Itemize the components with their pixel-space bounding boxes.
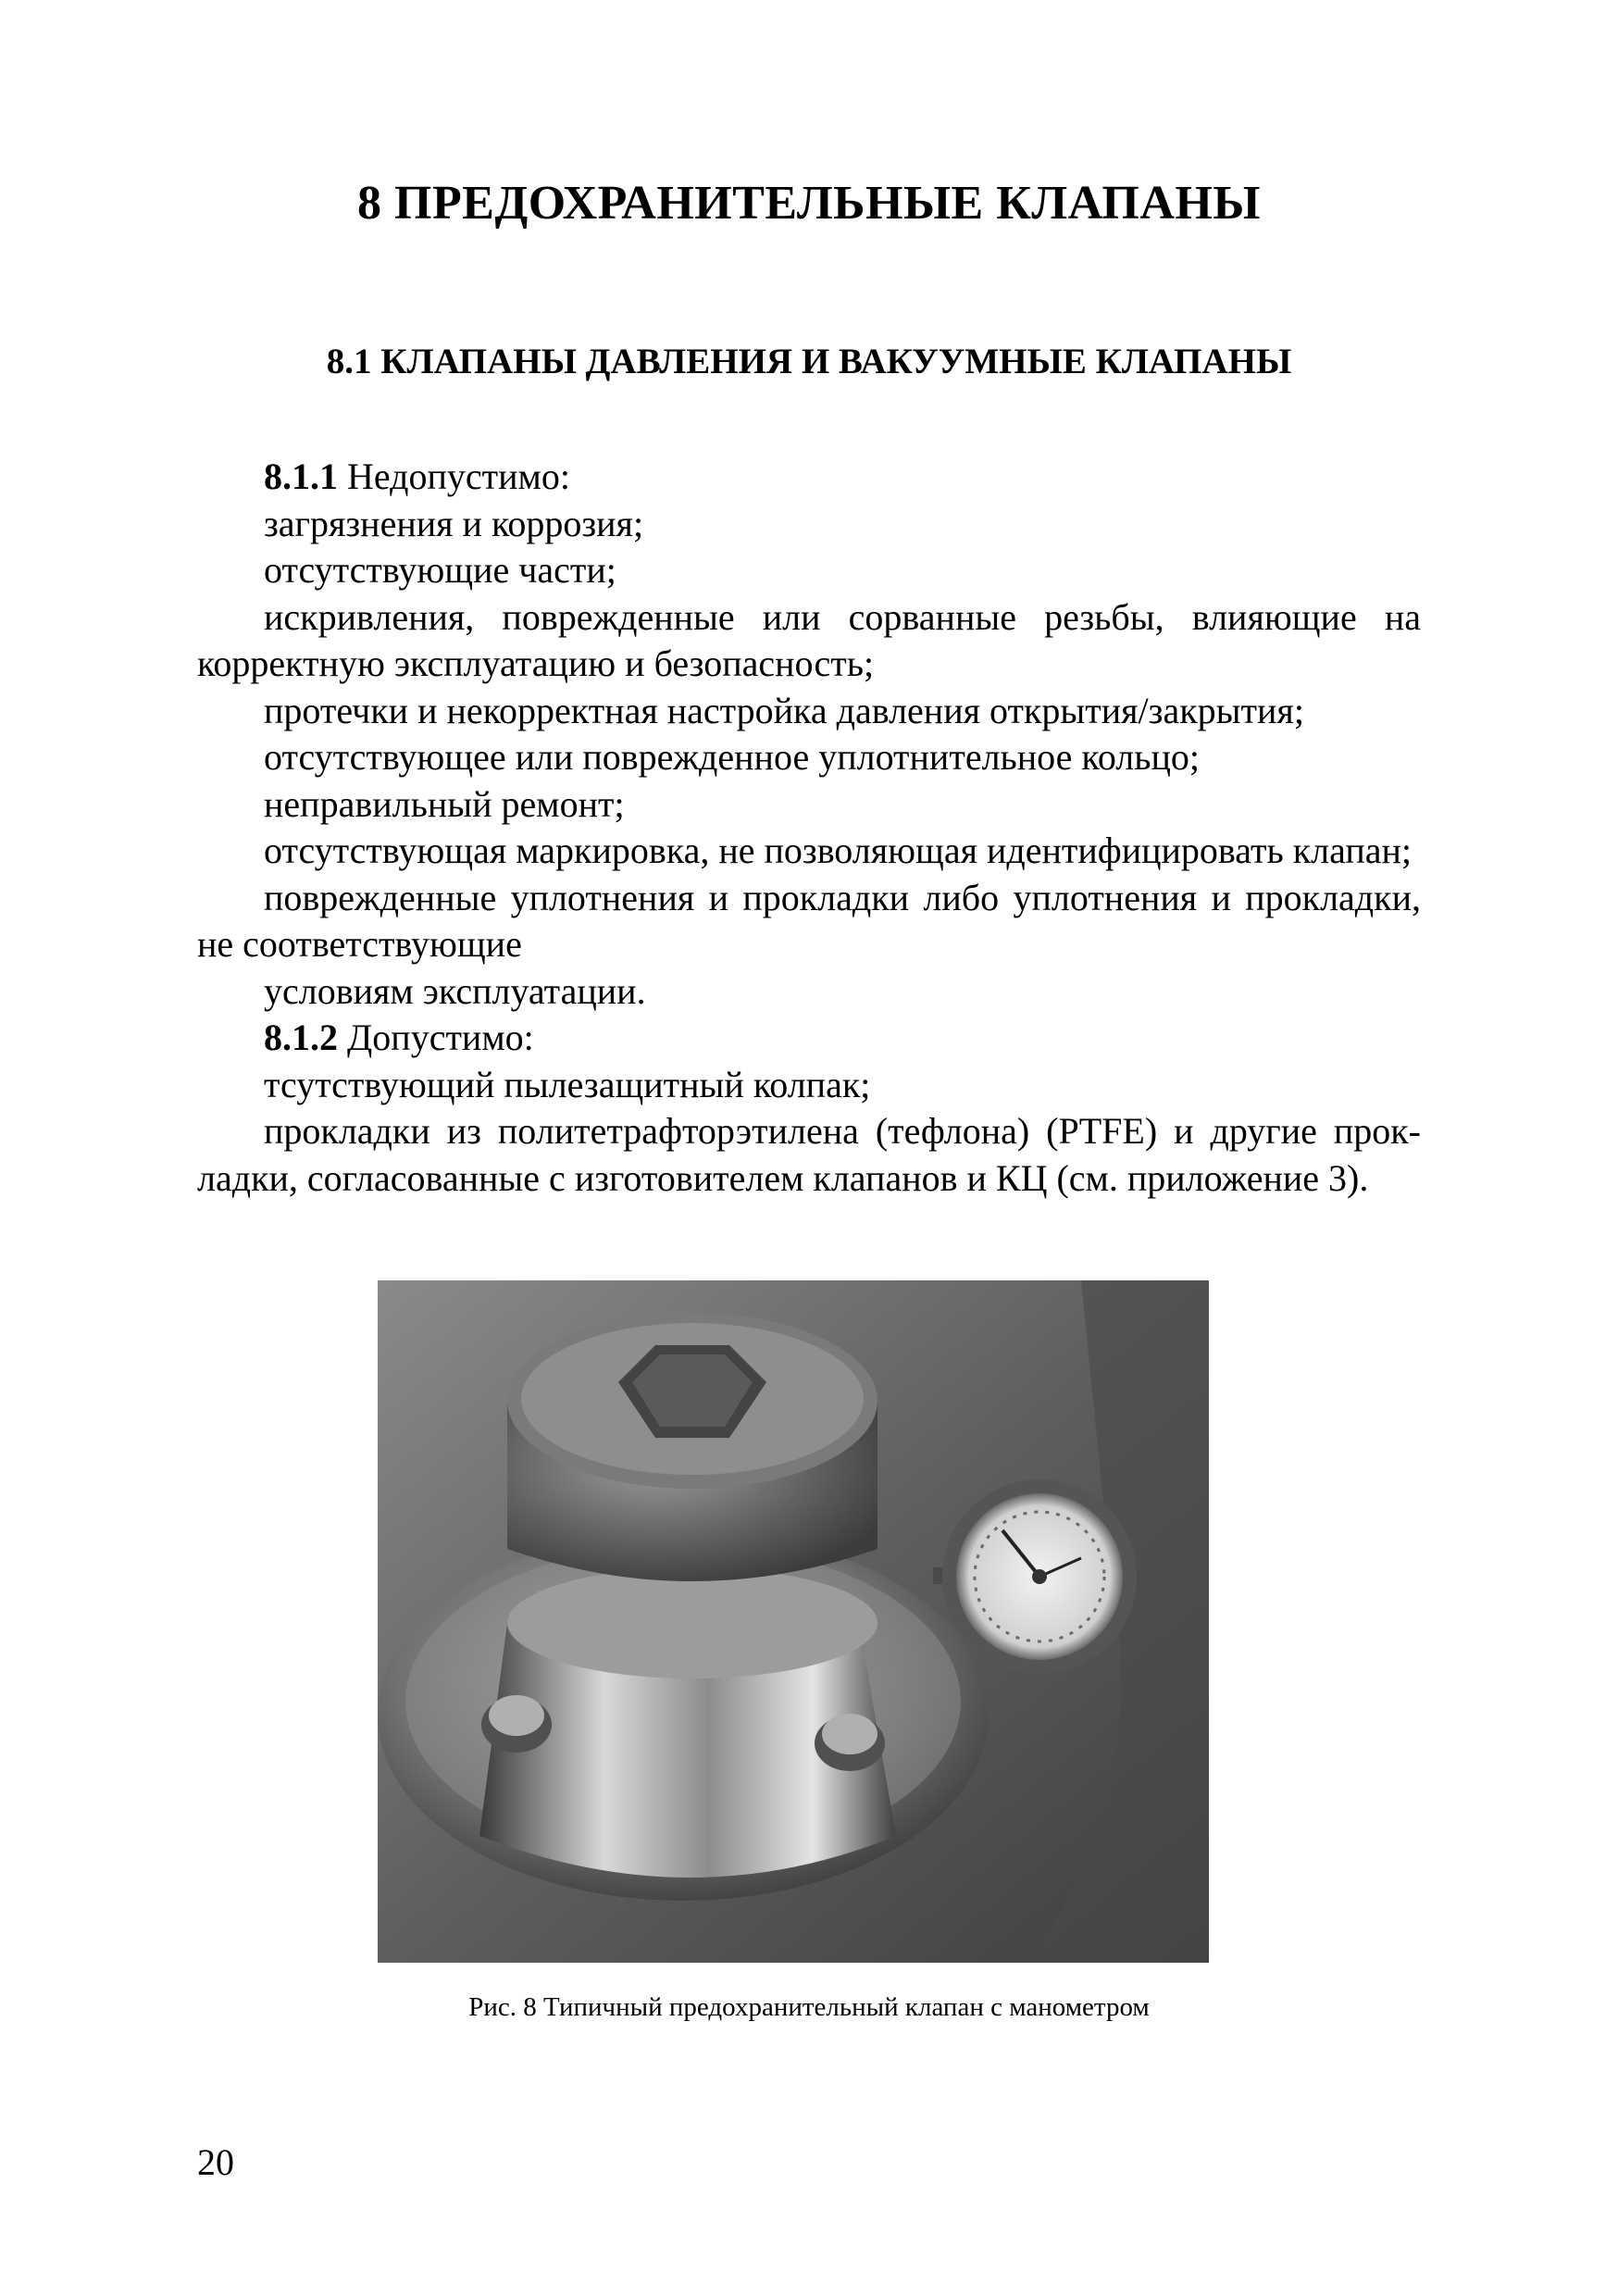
list-item: отсутствующее или поврежденное уплотнительное кольцо; (264, 736, 1201, 778)
clause-number: 8.1.2 (264, 1017, 338, 1058)
body-text (197, 454, 1421, 1202)
page-number: 20 (197, 2141, 234, 2183)
list-item: отсутствующие части; (264, 549, 616, 591)
clause-8-1-2-heading: 8.1.2 Допустимо: (264, 1017, 534, 1058)
list-item: условиям эксплуатации. (264, 969, 646, 1012)
list-item: отсутствующая маркировка, не позволяющая идентифицировать клапан; (264, 830, 1413, 871)
section-title: 8.1 КЛАПАНЫ ДАВЛЕНИЯ И ВАКУУМНЫЕ КЛАПАНЫ (326, 342, 1292, 381)
list-item: загрязнения и коррозия; (264, 502, 644, 544)
valve-photo (378, 1280, 1209, 1963)
list-item: искривления, поврежденные или сорванные резьбы, влияющие на корректную эксплуатацию и безопасность; (197, 595, 1421, 684)
list-item: протечки и некорректная настройка давления открытия/закрытия; (264, 689, 1304, 731)
list-item: поврежденные уплотнения и прокладки либо уплотнения и прокладки, не соответствующие (197, 876, 1421, 965)
clause-8-1-1-heading: 8.1.1 Недопустимо: (264, 455, 570, 497)
clause-number: 8.1.1 (264, 455, 338, 497)
list-item: неправильный ремонт; (264, 782, 625, 825)
list-item: тсутствующий пылезащитный колпак; (264, 1063, 871, 1105)
valve-illustration (378, 1280, 1209, 1963)
chapter-title: 8 ПРЕДОХРАНИТЕЛЬНЫЕ КЛАПАНЫ (357, 177, 1261, 230)
figure-caption: Рис. 8 Типичный предохранительный клапан с манометром (468, 1992, 1150, 2022)
list-item: прокладки из политетрафторэтилена (тефлона) (PTFE) и другие прокладки, согласованные с изготовителем клапанов и КЦ (см. приложение 3). (197, 1110, 1421, 1199)
